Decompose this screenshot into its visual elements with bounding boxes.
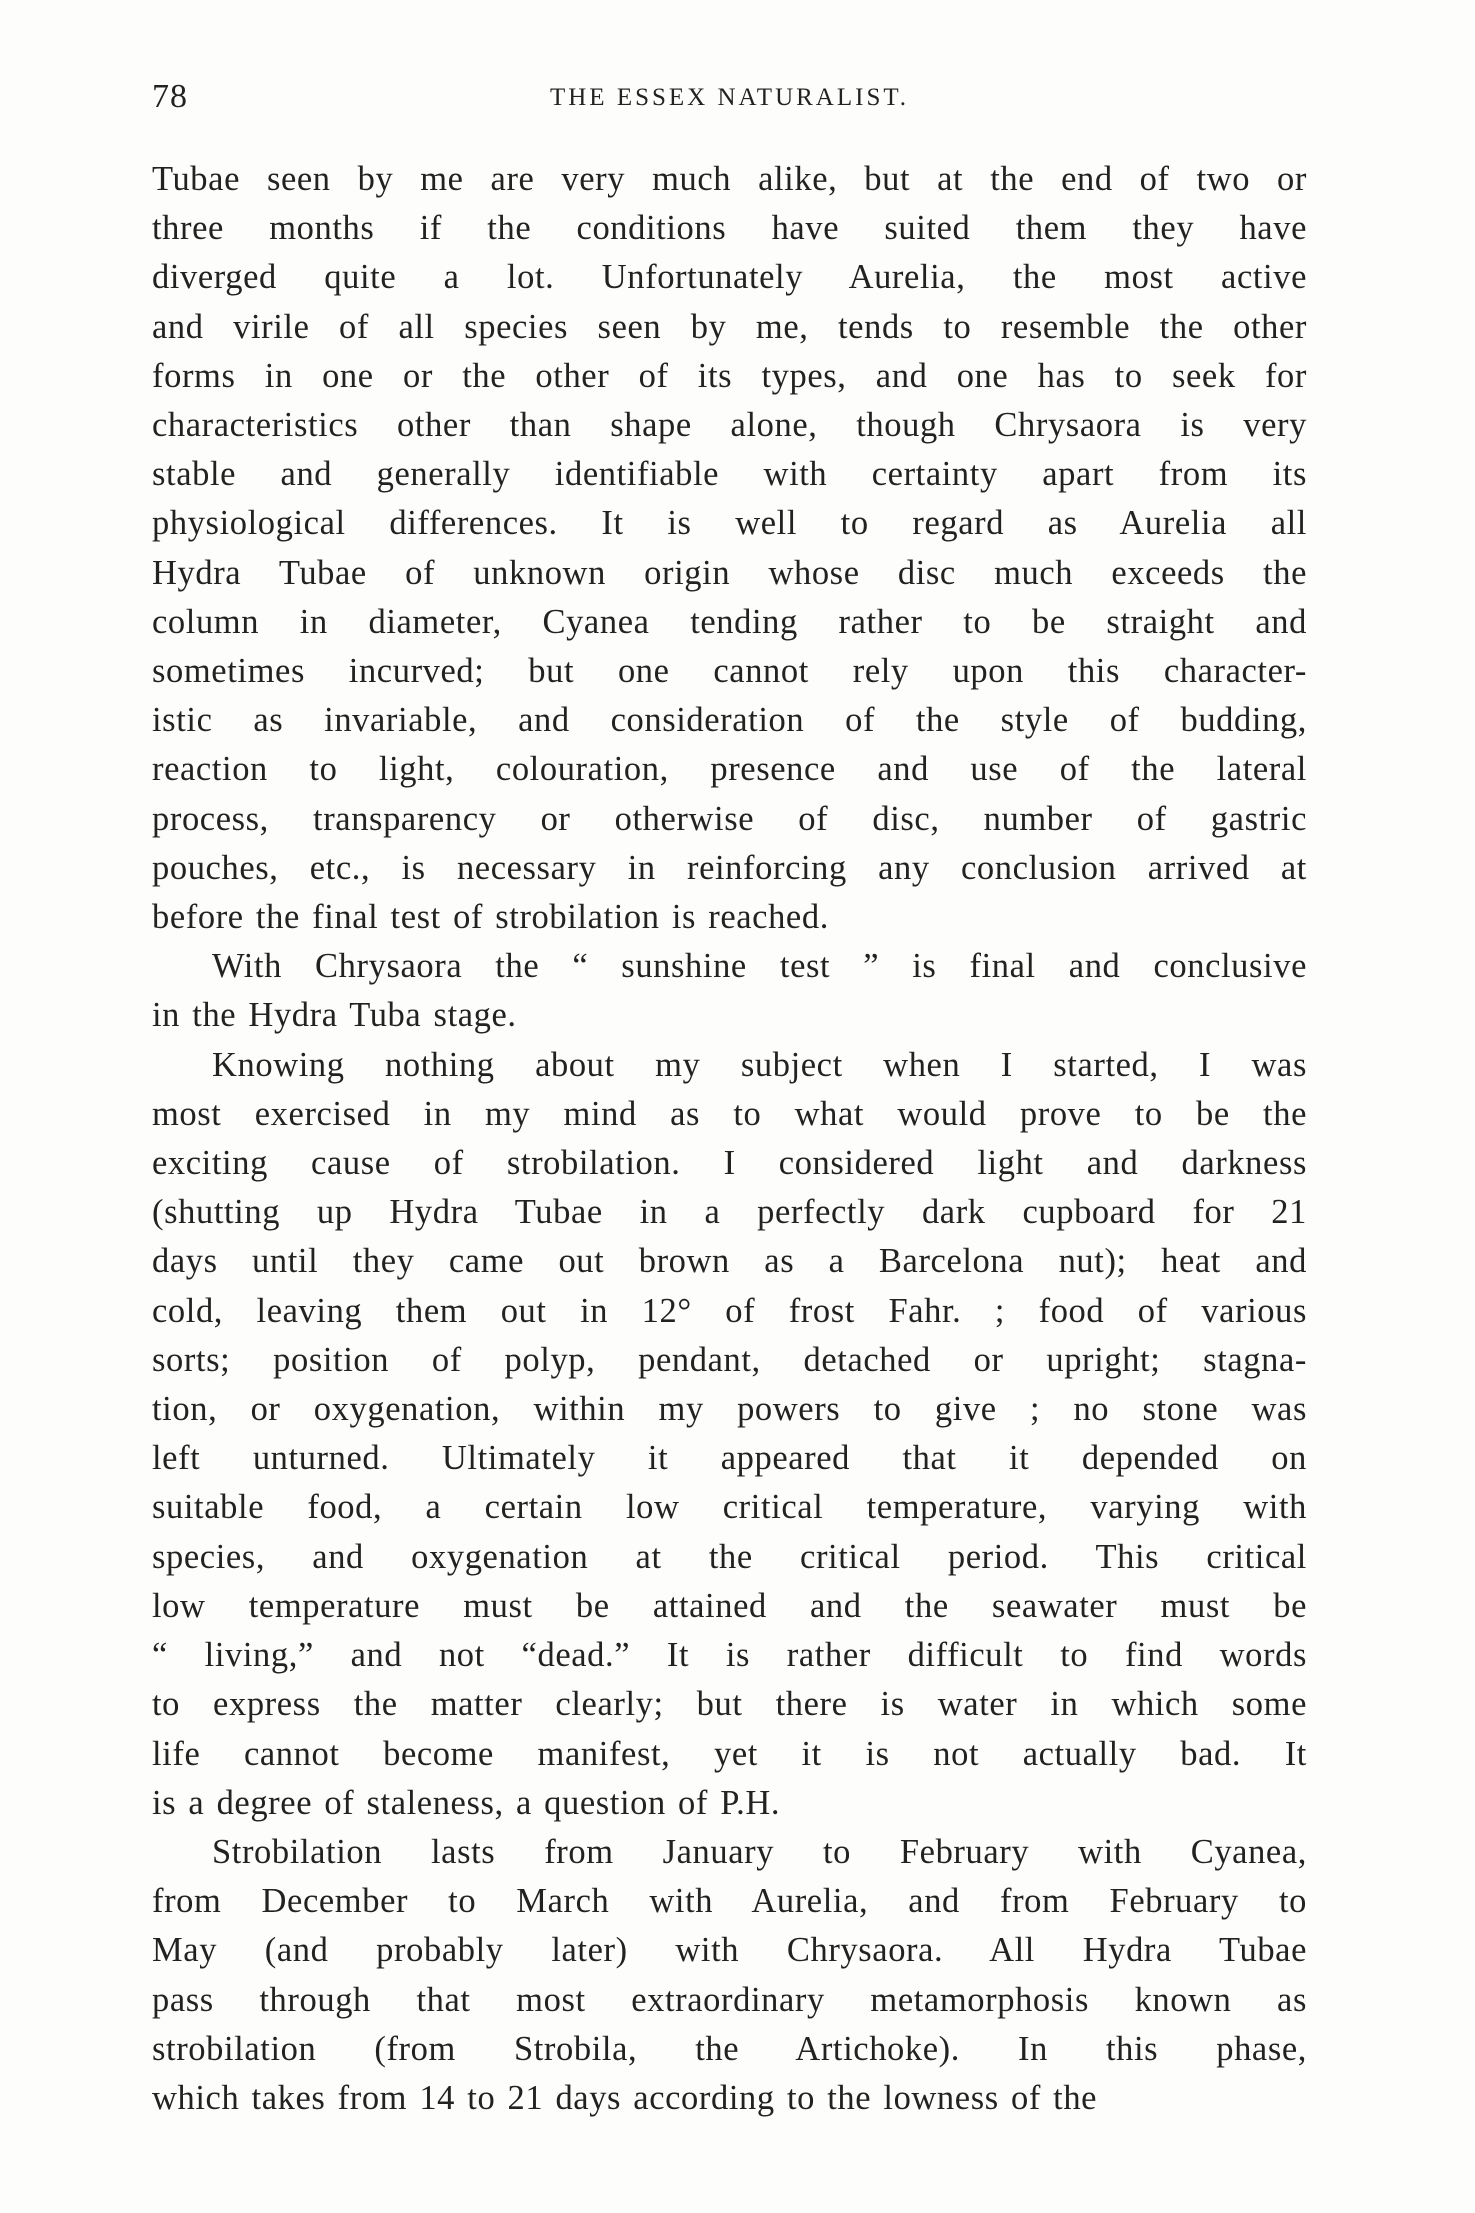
text-line: reaction to light, colouration, presence and use of the lateral bbox=[152, 750, 1307, 789]
running-head bbox=[152, 78, 1307, 118]
text-line: pouches, etc., is necessary in reinforcing any conclusion arrived at bbox=[152, 848, 1307, 887]
text-line: forms in one or the other of its types, and one has to seek for bbox=[152, 356, 1307, 395]
text-line: “ living,” and not “dead.” It is rather difficult to find words bbox=[152, 1636, 1307, 1675]
paragraph bbox=[152, 1828, 1307, 2123]
text-line: sorts; position of polyp, pendant, detached or upright; stagna- bbox=[152, 1340, 1307, 1379]
text-line: life cannot become manifest, yet it is not actually bad. It bbox=[152, 1734, 1307, 1773]
paragraph bbox=[152, 1041, 1307, 1828]
page-number: 78 bbox=[152, 78, 188, 115]
text-line: Knowing nothing about my subject when I started, I was bbox=[212, 1045, 1307, 1084]
text-line: to express the matter clearly; but there is water in which some bbox=[152, 1685, 1307, 1724]
text-line: Tubae seen by me are very much alike, but at the end of two or bbox=[152, 160, 1307, 198]
text-line: exciting cause of strobilation. I considered light and darkness bbox=[152, 1144, 1307, 1183]
text-line: characteristics other than shape alone, though Chrysaora is very bbox=[152, 406, 1307, 445]
text-line: tion, or oxygenation, within my powers to give ; no stone was bbox=[152, 1390, 1307, 1429]
text-line: Hydra Tubae of unknown origin whose disc much exceeds the bbox=[152, 553, 1307, 592]
text-line: physiological differences. It is well to regard as Aurelia all bbox=[152, 504, 1307, 543]
text-line: in the Hydra Tuba stage. bbox=[152, 996, 517, 1035]
text-line: low temperature must be attained and the seawater must be bbox=[152, 1586, 1307, 1625]
text-line: diverged quite a lot. Unfortunately Aurelia, the most active bbox=[152, 258, 1307, 297]
paragraph bbox=[152, 155, 1307, 942]
text-line: strobilation (from Strobila, the Artichoke). In this phase, bbox=[152, 2029, 1307, 2068]
text-line: istic as invariable, and consideration of the style of budding, bbox=[152, 701, 1307, 740]
text-line: suitable food, a certain low critical temperature, varying with bbox=[152, 1488, 1307, 1527]
text-line: three months if the conditions have suited them they have bbox=[152, 209, 1307, 248]
text-line: from December to March with Aurelia, and from February to bbox=[152, 1882, 1307, 1921]
text-line: left unturned. Ultimately it appeared that it depended on bbox=[152, 1439, 1307, 1478]
journal-title: THE ESSEX NATURALIST. bbox=[549, 84, 910, 111]
text-line: May (and probably later) with Chrysaora. All Hydra Tubae bbox=[152, 1931, 1307, 1970]
text-line: and virile of all species seen by me, tends to resemble the other bbox=[152, 307, 1307, 346]
text-line: is a degree of staleness, a question of P.H. bbox=[152, 1783, 781, 1822]
text-line: process, transparency or otherwise of disc, number of gastric bbox=[152, 799, 1307, 838]
text-line: (shutting up Hydra Tubae in a perfectly dark cupboard for 21 bbox=[152, 1193, 1307, 1232]
text-line: With Chrysaora the “ sunshine test ” is final and conclusive bbox=[212, 947, 1307, 986]
text-line: species, and oxygenation at the critical period. This critical bbox=[152, 1537, 1307, 1576]
text-line: sometimes incurved; but one cannot rely upon this character- bbox=[152, 652, 1307, 691]
text-line: pass through that most extraordinary metamorphosis known as bbox=[152, 1980, 1307, 2019]
text-line: which takes from 14 to 21 days according to the lowness of the bbox=[152, 2078, 1098, 2117]
text-line: column in diameter, Cyanea tending rather to be straight and bbox=[152, 602, 1307, 641]
text-line: Strobilation lasts from January to February with Cyanea, bbox=[212, 1832, 1307, 1871]
text-line: days until they came out brown as a Barcelona nut); heat and bbox=[152, 1242, 1307, 1281]
body-text bbox=[152, 155, 1307, 2123]
text-line: cold, leaving them out in 12° of frost Fahr. ; food of various bbox=[152, 1291, 1307, 1330]
text-line: most exercised in my mind as to what would prove to be the bbox=[152, 1094, 1307, 1133]
text-line: stable and generally identifiable with certainty apart from its bbox=[152, 455, 1307, 494]
paragraph bbox=[152, 942, 1307, 1040]
text-line: before the final test of strobilation is reached. bbox=[152, 898, 829, 937]
